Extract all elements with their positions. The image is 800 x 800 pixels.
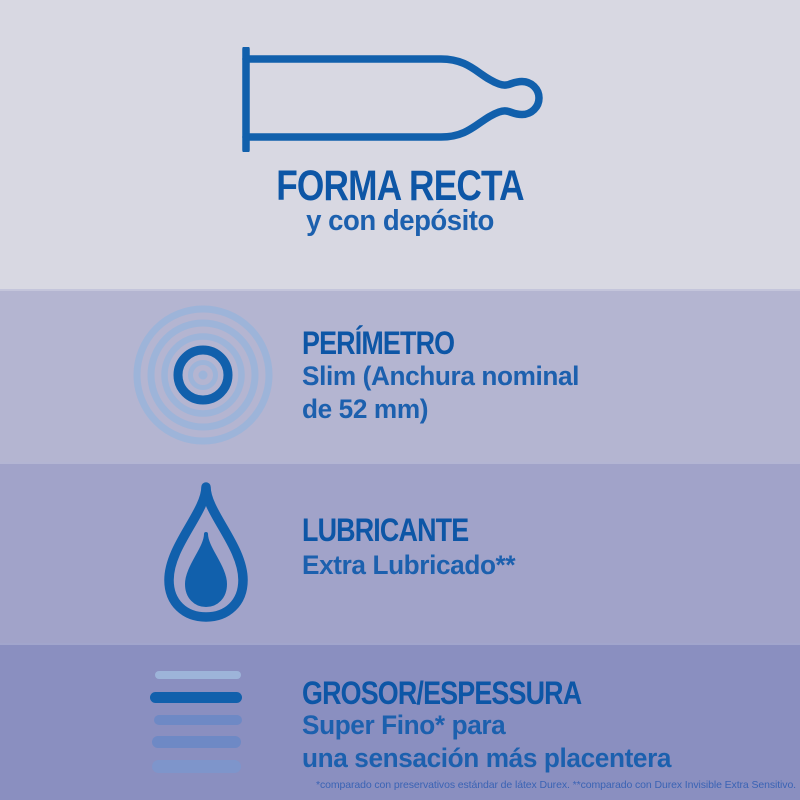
text-line: Extra Lubricado** bbox=[302, 550, 516, 580]
text-line: de 52 mm) bbox=[302, 394, 429, 424]
section-shape-subtitle: y con depósito bbox=[306, 205, 494, 237]
thickness-lines-icon bbox=[149, 671, 244, 777]
section-thickness-text bbox=[302, 709, 671, 775]
condom-outline-icon bbox=[241, 47, 546, 152]
section-lubricant-title: LUBRICANTE bbox=[302, 512, 469, 548]
section-lubricant-text bbox=[302, 549, 515, 582]
text-line: una sensación más placentera bbox=[302, 743, 672, 773]
section-thickness-title: GROSOR/ESPESSURA bbox=[302, 675, 582, 711]
water-drop-icon bbox=[160, 480, 252, 622]
concentric-circles-icon bbox=[130, 302, 276, 448]
section-perimeter-title: PERÍMETRO bbox=[302, 325, 455, 361]
section-perimeter-text bbox=[302, 360, 579, 426]
text-line: Super Fino* para bbox=[302, 710, 506, 740]
section-shape-title: FORMA RECTA bbox=[276, 162, 524, 210]
text-line: Slim (Anchura nominal bbox=[302, 361, 580, 391]
footnote-disclaimer: *comparado con preservativos estándar de látex Durex. **comparado con Durex Invisible Extra Sensitivo. bbox=[315, 779, 796, 791]
